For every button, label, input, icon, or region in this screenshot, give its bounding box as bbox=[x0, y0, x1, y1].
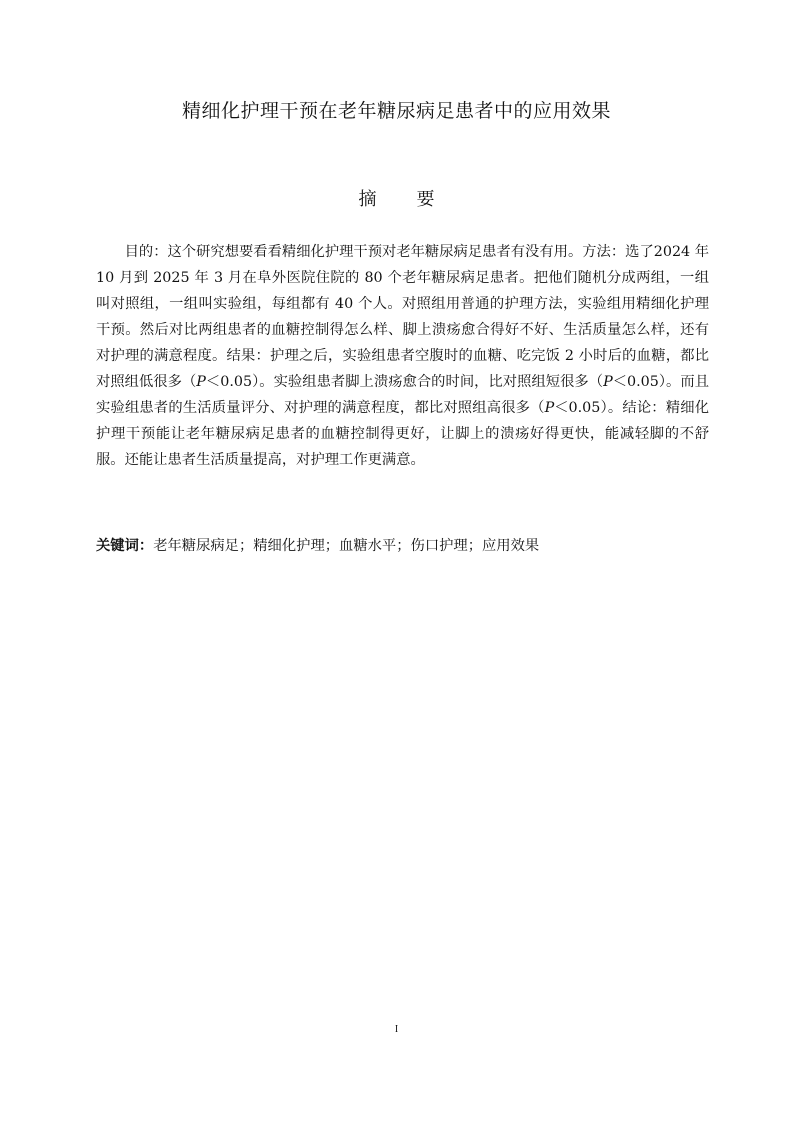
keywords-label: 关键词： bbox=[96, 538, 154, 554]
p-value-symbol: P bbox=[603, 374, 613, 390]
abstract-heading-char-1: 摘 bbox=[358, 189, 377, 210]
abstract-heading-char-2: 要 bbox=[416, 189, 435, 210]
keywords bbox=[96, 535, 709, 557]
keywords-list: 老年糖尿病足；精细化护理；血糖水平；伤口护理；应用效果 bbox=[153, 538, 540, 554]
p-value-symbol: P bbox=[544, 400, 555, 416]
abstract-segment: ＜0.05）。结论：精细化护理干预能让老年糖尿病足患者的血糖控制得更好，让脚上的溃疡好得更快，能减轻脚的不舒服。还能让患者生活质量提高，对护理工作更满意。 bbox=[96, 400, 710, 468]
page-number: I bbox=[394, 1024, 399, 1035]
abstract-heading bbox=[0, 185, 793, 211]
p-value-symbol: P bbox=[196, 374, 206, 390]
abstract-segment: 目的：这个研究想要看看精细化护理干预对老年糖尿病足患者有没有用。方法：选了2024 年 10 月到 2025 年 3 月在阜外医院住院的 80 个老年糖尿病足患者。把他们随机分成两组，一组叫对照组，一组叫实验组，每组都有 40 个人。对照组用普通的护理方法，实验组用精细化护理干预。然后对比两组患者的血糖控制得怎么样、脚上溃疡愈合得好不好、生活质量怎么样，还有对护理的满意程度。结果：护理之后，实验组患者空腹时的血糖、吃完饭 2 小时后的血糖，都比对照组低很多（ bbox=[96, 244, 709, 390]
abstract-segment: ＜0.05）。实验组患者脚上溃疡愈合的时间，比对照组短很多（ bbox=[205, 374, 604, 390]
paper-title: 精细化护理干预在老年糖尿病足患者中的应用效果 bbox=[181, 100, 611, 122]
abstract-paragraph bbox=[96, 239, 709, 473]
abstract-segment: ＜0.05）。而且实验组患者的生活质量评分、对护理的满意程度，都比对照组高很多（ bbox=[96, 374, 710, 416]
